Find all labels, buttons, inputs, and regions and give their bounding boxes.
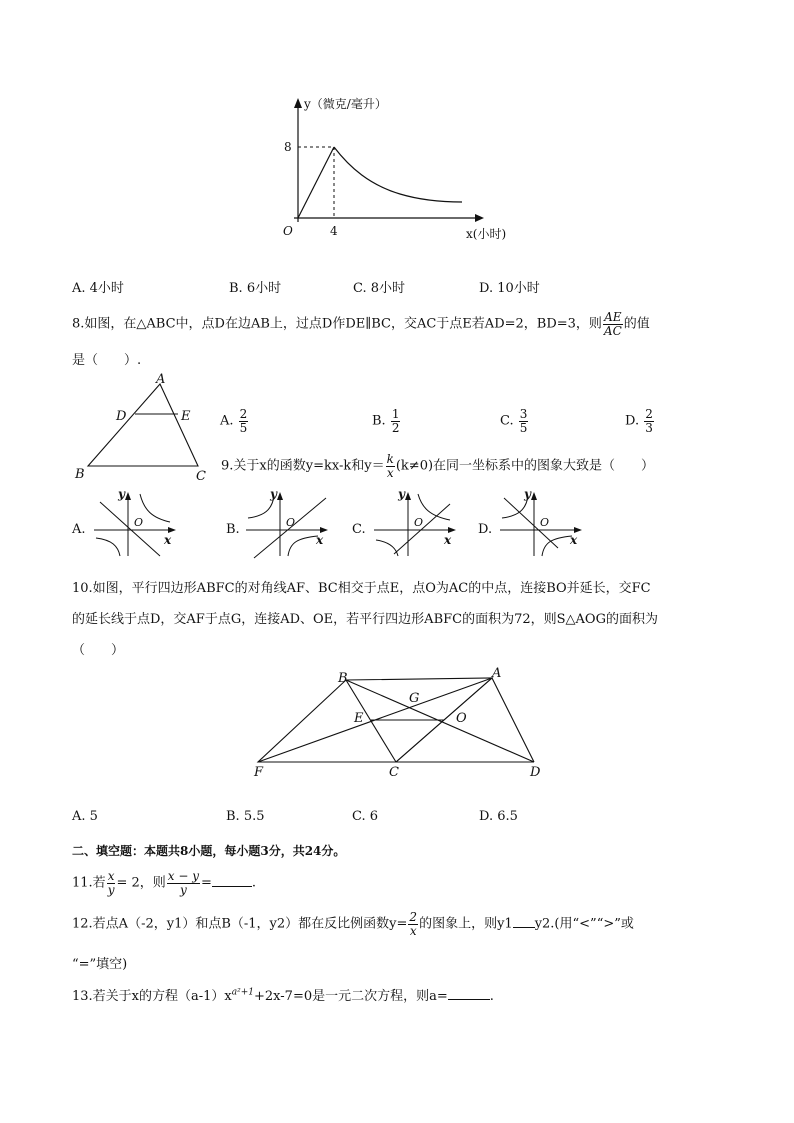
label-o: O	[456, 711, 467, 726]
segment-ad	[492, 678, 534, 762]
y-axis-label: y（微克/毫升）	[304, 97, 387, 111]
decay-curve	[334, 147, 462, 202]
q9-option-a-label: A.	[72, 522, 86, 537]
q8-ratio-fraction: $\frac{AE}{AC}$	[603, 310, 622, 338]
section-2-heading: 二、填空题：本题共8小题，每小题3分，共24分。	[72, 844, 346, 858]
q12-answer-blank[interactable]	[513, 915, 535, 928]
svg-text:y: y	[118, 487, 125, 501]
q13-answer-blank[interactable]	[448, 987, 490, 1000]
q10-stem-line2: 的延长线于点D，交AF于点G，连接AD、OE，若平行四边形ABFC的面积为72，则S△AOG的面积为	[72, 612, 658, 627]
concentration-graph	[270, 90, 530, 250]
peak-time-label: 4	[330, 224, 338, 238]
line-graph	[504, 498, 558, 548]
label-f: F	[254, 765, 264, 780]
q7-option-b: B. 6小时	[229, 281, 282, 296]
label-a: A	[492, 666, 502, 681]
q9-graph-d	[496, 488, 586, 558]
q11-answer-blank[interactable]	[212, 874, 252, 887]
svg-text:O: O	[414, 516, 424, 529]
q10-stem-line3: （ ）	[72, 643, 125, 658]
triangle-abc-figure	[70, 372, 220, 487]
line-graph	[394, 504, 450, 554]
q8-option-c: C. $\frac{3}{5}$	[500, 407, 528, 435]
q10-option-c: C. 6	[352, 809, 379, 824]
rising-segment	[298, 147, 334, 218]
label-b: B	[75, 467, 85, 482]
svg-text:x: x	[164, 533, 172, 547]
q7-option-c: C. 8小时	[353, 281, 406, 296]
q10-option-b: B. 5.5	[226, 809, 265, 824]
label-b: B	[338, 671, 348, 686]
y-axis-arrow	[294, 98, 302, 108]
svg-text:y: y	[270, 487, 277, 501]
hyperbola-lower	[288, 536, 318, 556]
q8-option-b: B. $\frac{1}{2}$	[372, 407, 400, 435]
label-d: D	[116, 409, 127, 424]
peak-value-label: 8	[284, 140, 292, 154]
q10-option-d: D. 6.5	[479, 809, 518, 824]
q9-graph-b	[242, 488, 332, 558]
q10-option-a: A. 5	[72, 809, 98, 824]
hyperbola-upper	[140, 494, 170, 522]
q10-stem-line1: 10.如图，平行四边形ABFC的对角线AF、BC相交于点E，点O为AC的中点，连接BO并延长，交FC	[72, 581, 651, 596]
q9-option-d-label: D.	[478, 522, 493, 537]
q8-option-d: D. $\frac{2}{3}$	[625, 407, 653, 435]
hyperbola-lower	[542, 536, 572, 556]
label-c: C	[389, 765, 399, 780]
svg-text:x: x	[570, 533, 578, 547]
q7-option-a: A. 4小时	[72, 281, 124, 296]
label-e: E	[181, 409, 191, 424]
q12-line1: 12.若点A（-2，y1）和点B（-1，y2）都在反比例函数y= $\frac{2}{x}$ 的图象上，则y1 y2.(用“<”“>”或	[72, 910, 634, 938]
q9-graph-a	[90, 488, 180, 558]
q9-graph-c	[370, 488, 460, 558]
line-graph	[100, 502, 160, 556]
label-e: E	[354, 711, 364, 726]
q12-line2: “=”填空)	[72, 957, 128, 972]
q9-stem: 9.关于x的函数y=kx-k和y＝ $\frac{k}{x}$ (k≠0)在同一坐标系中的图象大致是（ ）	[221, 452, 655, 480]
x-axis-label: x(小时)	[466, 227, 507, 241]
triangle-abc	[88, 384, 198, 466]
hyperbola-lower	[96, 538, 120, 556]
q13: 13.若关于x的方程$(a-1)x^{a^2+1}+2x-7=0$是一元二次方程，则a= .	[72, 987, 494, 1004]
svg-text:y: y	[524, 487, 531, 501]
q9-option-b-label: B.	[226, 522, 240, 537]
svg-text:O: O	[540, 516, 550, 529]
parallelogram-figure	[250, 664, 550, 779]
x-axis-arrow	[475, 214, 484, 222]
svg-text:O: O	[134, 516, 144, 529]
segment-bd	[346, 680, 534, 762]
label-g: G	[409, 691, 420, 706]
label-d: D	[530, 765, 541, 780]
label-c: C	[196, 469, 206, 484]
svg-text:x: x	[316, 533, 324, 547]
origin-label: O	[283, 224, 293, 238]
q9-option-c-label: C.	[352, 522, 366, 537]
label-a: A	[156, 372, 166, 387]
svg-text:y: y	[398, 487, 405, 501]
svg-text:O: O	[286, 516, 296, 529]
q7-option-d: D. 10小时	[479, 281, 540, 296]
q11: 11.若 $\frac{x}{y}$ = 2，则 $\frac{x - y}{y}$ = .	[72, 869, 257, 897]
q8-stem-line2: 是（ ）.	[72, 353, 142, 368]
q8-option-a: A. $\frac{2}{5}$	[220, 407, 248, 435]
q8-stem-line1: 8.如图，在△ABC中，点D在边AB上，过点D作DE∥BC，交AC于点E若AD=2，BD=3，则 $\frac{AE}{AC}$ 的值	[72, 310, 650, 338]
svg-text:x: x	[444, 533, 452, 547]
